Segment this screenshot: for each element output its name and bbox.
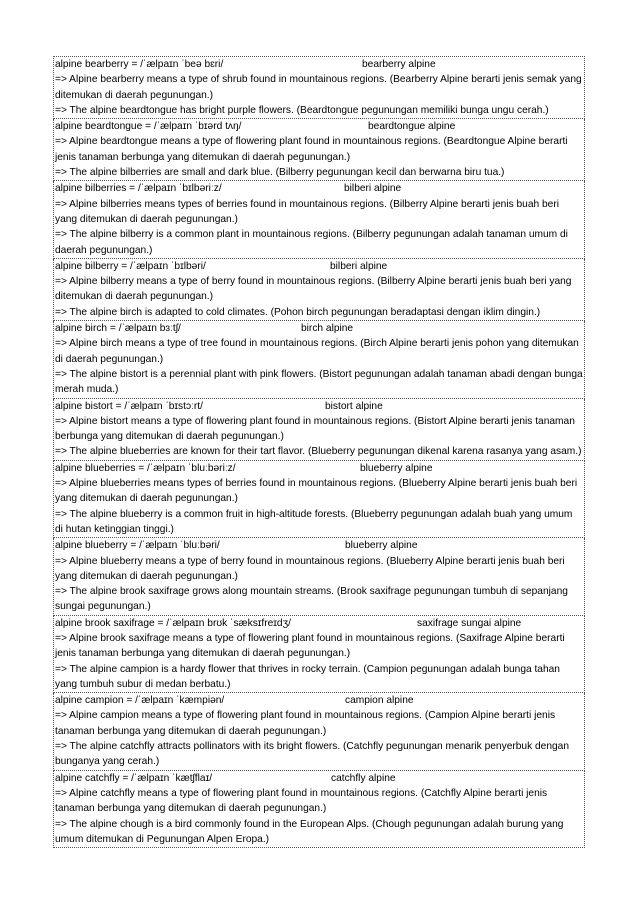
meaning-text: => Alpine birch means a type of tree found in mountainous regions. (Birch Alpine berarti jenis pohon yang ditemukan di daerah pegunungan.): [55, 338, 579, 365]
example-text: => The alpine birch is adapted to cold climates. (Pohon birch pegunungan beradaptasi dengan iklim dingin.): [55, 306, 541, 318]
entry-heading: [55, 771, 583, 786]
term-pronunciation: alpine beardtongue = /ˈælpaɪn ˈbɪərd tʌŋ/: [55, 121, 242, 133]
entry-heading: [55, 181, 583, 196]
vocab-entry: [53, 461, 585, 538]
term-pronunciation: alpine brook saxifrage = /ˈælpaɪn brʊk ˈsæksɪfreɪdʒ/: [55, 617, 291, 629]
vocabulary-list: [53, 56, 585, 848]
translation: blueberry alpine: [360, 462, 433, 474]
entry-heading: [55, 693, 583, 708]
term-pronunciation: alpine birch = /ˈælpaɪn bɜːtʃ/: [55, 323, 181, 335]
entry-heading: [55, 399, 583, 414]
translation: bilberi alpine: [330, 260, 388, 272]
term-pronunciation: alpine campion = /ˈælpaɪn ˈkæmpiən/: [55, 695, 225, 707]
meaning-text: => Alpine campion means a type of flowering plant found in mountainous regions. (Campion Alpine berarti jenis tanaman berbunga yang ditemukan di daerah pegunungan.): [55, 710, 556, 737]
meaning-text: => Alpine bilberries means types of berries found in mountainous regions. (Bilberry Alpine berarti jenis buah beri yang ditemukan di daerah pegunungan.): [55, 198, 559, 225]
vocab-entry: [53, 538, 585, 615]
vocab-entry: [53, 181, 585, 258]
translation: campion alpine: [345, 695, 414, 707]
translation: bistort alpine: [325, 400, 383, 412]
translation: bearberry alpine: [362, 59, 436, 70]
term-pronunciation: alpine blueberries = /ˈælpaɪn ˈbluːbəriːz/: [55, 462, 236, 474]
entry-heading: [55, 616, 583, 631]
meaning-text: => Alpine blueberries means types of berries found in mountainous regions. (Blueberry Alpine berarti jenis buah beri yang ditemukan di daerah pegunungan.): [55, 478, 578, 505]
example-text: => The alpine catchfly attracts pollinators with its bright flowers. (Catchfly pegunungan menarik penyerbuk dengan bunganya yang cerah.): [55, 741, 570, 768]
term-pronunciation: alpine bilberries = /ˈælpaɪn ˈbɪlbəriːz/: [55, 183, 222, 195]
term-pronunciation: alpine blueberry = /ˈælpaɪn ˈbluːbəri/: [55, 540, 220, 552]
term-pronunciation: alpine bistort = /ˈælpaɪn ˈbɪstɔːrt/: [55, 400, 203, 412]
example-text: => The alpine bilberries are small and dark blue. (Bilberry pegunungan kecil dan berwarna biru tua.): [55, 167, 505, 179]
entry-heading: [55, 538, 583, 553]
translation: beardtongue alpine: [368, 121, 456, 133]
example-text: => The alpine bilberry is a common plant in mountainous regions. (Bilberry pegunungan adalah tanaman umum di daerah pegunungan.): [55, 229, 568, 256]
vocab-entry: [53, 771, 585, 848]
translation: catchfly alpine: [331, 772, 396, 784]
term-pronunciation: alpine bilberry = /ˈælpaɪn ˈbɪlbəri/: [55, 260, 206, 272]
entry-heading: [55, 259, 583, 274]
meaning-text: => Alpine blueberry means a type of berry found in mountainous regions. (Blueberry Alpine berarti jenis buah beri yang ditemukan di daerah pegunungan.): [55, 555, 565, 582]
vocab-entry: [53, 321, 585, 398]
translation: saxifrage sungai alpine: [417, 617, 522, 629]
example-text: => The alpine blueberries are known for their tart flavor. (Blueberry pegunungan dikenal karena rasanya yang asam.): [55, 446, 582, 458]
term-pronunciation: alpine bearberry = /ˈælpaɪn ˈbeə bɛri/: [55, 59, 224, 70]
entry-heading: [55, 321, 583, 336]
vocab-entry: [53, 693, 585, 770]
vocab-entry: [53, 616, 585, 693]
vocab-entry: [53, 119, 585, 181]
example-text: => The alpine bistort is a perennial plant with pink flowers. (Bistort pegunungan adalah tanaman abadi dengan bunga merah muda.): [55, 368, 583, 396]
entry-heading: [55, 57, 583, 72]
meaning-text: => Alpine catchfly means a type of flowering plant found in mountainous regions. (Catchfly Alpine berarti jenis tanaman berbunga yang ditemukan di daerah pegunungan.): [55, 787, 548, 815]
example-text: => The alpine blueberry is a common fruit in high-altitude forests. (Blueberry pegunungan adalah buah yang umum di hutan ketinggian tinggi.): [55, 508, 573, 535]
entry-heading: [55, 461, 583, 476]
meaning-text: => Alpine bearberry means a type of shrub found in mountainous regions. (Bearberry Alpine berarti jenis semak yang ditemukan di daerah pegunungan.): [55, 74, 582, 101]
meaning-text: => Alpine brook saxifrage means a type of flowering plant found in mountainous regions. (Saxifrage Alpine berarti jenis tanaman berbunga yang ditemukan di daerah pegunungan.): [55, 632, 565, 660]
example-text: => The alpine beardtongue has bright purple flowers. (Beardtongue pegunungan memiliki bunga ungu cerah.): [55, 104, 549, 116]
translation: bilberi alpine: [344, 183, 402, 195]
vocab-entry: [53, 259, 585, 321]
vocab-entry: [53, 399, 585, 461]
meaning-text: => Alpine bistort means a type of flowering plant found in mountainous regions. (Bistort Alpine berarti jenis tanaman berbunga yang ditemukan di daerah pegunungan.): [55, 415, 575, 443]
translation: birch alpine: [301, 323, 354, 335]
entry-heading: [55, 119, 583, 134]
meaning-text: => Alpine bilberry means a type of berry found in mountainous regions. (Bilberry Alpine berarti jenis buah beri yang ditemukan di daerah pegunungan.): [55, 276, 572, 303]
vocab-entry: [53, 56, 585, 119]
example-text: => The alpine campion is a hardy flower that thrives in rocky terrain. (Campion pegunungan adalah bunga tahan yang tumbuh subur di medan berbatu.): [55, 663, 560, 690]
meaning-text: => Alpine beardtongue means a type of flowering plant found in mountainous regions. (Beardtongue Alpine berarti jenis tanaman berbunga yang ditemukan di daerah pegunungan.): [55, 136, 568, 163]
translation: blueberry alpine: [345, 540, 418, 552]
example-text: => The alpine chough is a bird commonly found in the European Alps. (Chough pegunungan adalah burung yang umum ditemukan di Pegunungan Alpen Eropa.): [55, 818, 564, 845]
example-text: => The alpine brook saxifrage grows along mountain streams. (Brook saxifrage pegunungan tumbuh di sepanjang sungai pegunungan.): [55, 586, 568, 613]
term-pronunciation: alpine catchfly = /ˈælpaɪn ˈkætʃflaɪ/: [55, 772, 213, 784]
